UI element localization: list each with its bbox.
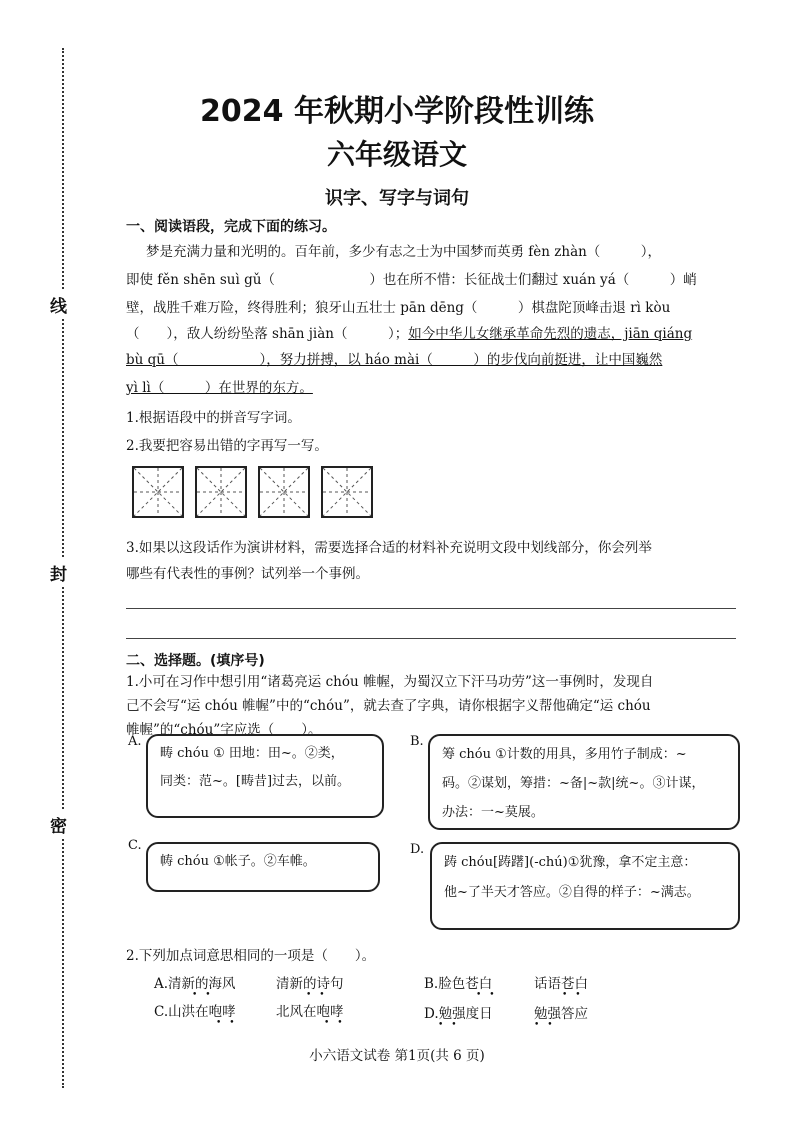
page-footer: 小六语文试卷 第1页(共 6 页)	[309, 1048, 485, 1064]
choice-b-1[interactable]	[424, 972, 492, 992]
question-1-3-line-2: 哪些有代表性的事例？试列举一个事例。	[126, 566, 369, 582]
emphasis-dots-c1: ••	[216, 1018, 243, 1028]
emphasis-dots-a2: ••	[306, 990, 333, 1000]
choice-d-2-text: 勉强答应	[534, 1006, 588, 1022]
choice-d-1-text: D.勉强度日	[424, 1006, 493, 1022]
choice-b-2	[534, 972, 588, 992]
option-c-label: C.	[128, 838, 142, 853]
passage-line-1: 梦是充满力量和光明的。百年前，多少有志之士为中国梦而英勇 fèn zhàn（ ），	[146, 244, 662, 260]
choice-c-1[interactable]	[154, 1000, 236, 1020]
question-2-1-line-2: 己不会写“运 chóu 帷幄”中的“chóu”，就去查了字典，请你根据字义帮他确定“运 chóu	[126, 698, 651, 714]
exam-title: 2024 年秋期小学阶段性训练	[200, 94, 594, 129]
emphasis-dots-c2: ••	[324, 1018, 351, 1028]
option-d-box	[430, 842, 740, 930]
underlined-passage-1: 如今中华儿女继承革命先烈的遗志，jiān qiáng	[408, 326, 693, 342]
underlined-passage-2: bù qū（ ）	[126, 352, 267, 368]
choice-d-1[interactable]	[424, 1002, 493, 1022]
question-1-3-line-1: 3.如果以这段话作为演讲材料，需要选择合适的材料补充说明文段中划线部分，你会列举	[126, 540, 652, 556]
question-2-2: 2.下列加点词意思相同的一项是（ ）。	[126, 948, 376, 964]
exam-subtitle: 六年级语文	[326, 138, 467, 171]
option-d-line-1: 踌 chóu[踌躇](-chú)①犹豫，拿不定主意：	[444, 855, 697, 870]
choice-b-1-text: B.脸色苍白	[424, 976, 493, 992]
choice-a-1[interactable]	[154, 972, 236, 992]
choice-d-2	[534, 1002, 588, 1022]
option-a-box	[146, 734, 384, 818]
underlined-passage-3: ，努力拼搏，以 háo mài（ ）的步伐向前挺进，让中国巍然	[266, 352, 663, 368]
margin-mark-mi: 密	[50, 810, 67, 839]
option-b-label: B.	[410, 734, 424, 749]
answer-line-2[interactable]	[126, 638, 736, 639]
choice-a-2-text: 清新的诗句	[276, 976, 344, 992]
passage-line-4a: （ ），敌人纷纷坠落 shān jiàn（ ）；	[126, 326, 409, 342]
question-1-2: 2.我要把容易出错的字再写一写。	[126, 438, 328, 454]
writing-grid-2[interactable]	[195, 466, 247, 518]
option-b-box	[428, 734, 740, 830]
option-a-line-1: 畴 chóu ① 田地：田~。②类，	[160, 746, 344, 761]
margin-mark-feng: 封	[50, 558, 67, 587]
margin-mark-xian: 线	[50, 290, 67, 319]
passage-line-6	[126, 374, 313, 402]
choice-c-2	[276, 1000, 344, 1020]
passage-line-4	[126, 320, 692, 348]
choice-c-1-text: C.山洪在咆哮	[154, 1004, 236, 1020]
question-1-1: 1.根据语段中的拼音写字词。	[126, 410, 301, 426]
option-a-label: A.	[128, 734, 142, 749]
option-b-line-2: 码。②谋划，筹措：~备|~款|统~。③计谋，	[442, 776, 705, 791]
writing-grid-3[interactable]	[258, 466, 310, 518]
passage-line-2: 即使 fěn shēn suì gǔ（ ）也在所不惜：长征战士们翻过 xuán yá（ ）峭	[126, 272, 697, 288]
option-a-line-2: 同类：范~。[畴昔]过去，以前。	[160, 774, 351, 789]
option-c-box	[146, 842, 380, 892]
emphasis-dots-d2: ••	[534, 1020, 561, 1030]
writing-grid-4[interactable]	[321, 466, 373, 518]
option-d-line-2: 他~了半天才答应。②自得的样子：~满志。	[444, 885, 700, 900]
choice-c-2-text: 北风在咆哮	[276, 1004, 344, 1020]
emphasis-dots-b2: ••	[562, 990, 589, 1000]
emphasis-dots-a1: ••	[192, 990, 219, 1000]
answer-line-1[interactable]	[126, 608, 736, 609]
option-d-label: D.	[410, 842, 425, 857]
emphasis-dots-d1: ••	[438, 1020, 465, 1030]
emphasis-dots-b1: ••	[476, 990, 503, 1000]
passage-line-5	[126, 346, 662, 374]
choice-a-1-text: A.清新的海风	[154, 976, 236, 992]
question-2-1-line-3: 帷幄”的“chóu”字应选（ ）。	[126, 722, 322, 738]
writing-grid-1[interactable]	[132, 466, 184, 518]
underlined-passage-4: yì lì（ ）在世界的东方。	[126, 380, 313, 396]
option-c-line-1: 帱 chóu ①帐子。②车帷。	[160, 854, 316, 869]
section2-heading: 二、选择题。(填序号)	[126, 653, 265, 669]
part-title: 识字、写字与词句	[325, 188, 469, 209]
choice-b-2-text: 话语苍白	[534, 976, 588, 992]
passage-line-3: 壁，战胜千难万险，终得胜利；狼牙山五壮士 pān dēng（ ）棋盘陀顶峰击退 rì kòu	[126, 300, 671, 316]
section1-heading: 一、阅读语段，完成下面的练习。	[126, 219, 336, 235]
choice-a-2	[276, 972, 344, 992]
option-b-line-1: 筹 chóu ①计数的用具，多用竹子制成：~	[442, 747, 687, 762]
question-2-1-line-1: 1.小可在习作中想引用“诸葛亮运 chóu 帷幄，为蜀汉立下汗马功劳”这一事例时，发现自	[126, 674, 654, 690]
option-b-line-3: 办法：一~莫展。	[442, 805, 544, 820]
